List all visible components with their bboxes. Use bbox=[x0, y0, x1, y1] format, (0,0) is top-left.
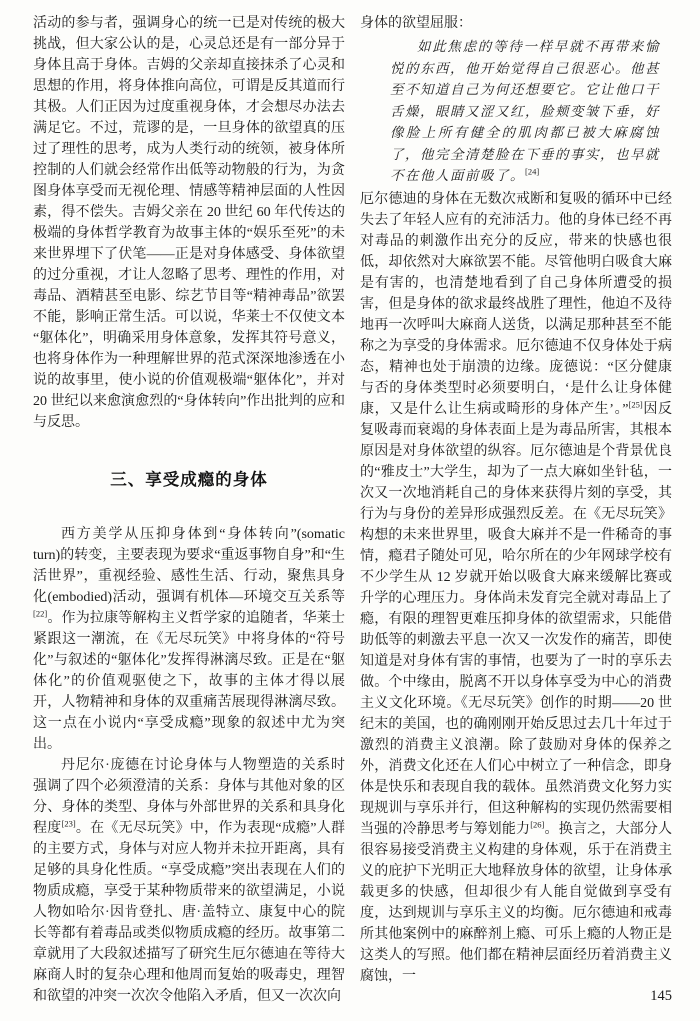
citation-ref-23: [23] bbox=[61, 818, 76, 829]
paragraph-punday bbox=[33, 755, 345, 1007]
page-number: 145 bbox=[650, 988, 672, 1004]
citation-ref-25: [25] bbox=[628, 398, 643, 409]
citation-ref-22: [22] bbox=[33, 608, 48, 619]
paragraph-text: 。在《无尽玩笑》中，作为表现“成瘾”人群的主要方式，身体与对应人物并未拉开距离，具有足够的具身化性质。“享受成瘾”突出表现在人们的物质成瘾，享受于某种物质带来的欲望满足，小说人物如哈尔·因肯登扎、唐·盖特立、康复中心的院长等都有着毒品或类似物质成瘾的经历。故事第二章就用了大段叙述描写了研究生厄尔德迪在等待大麻商人时的复杂心理和他周而复始的吸毒史，理智和欲望的冲突一次次令他陷入矛盾，但又一次次向 bbox=[33, 821, 345, 1004]
citation-ref-24: [24] bbox=[525, 166, 540, 177]
paragraph-text: 西方美学从压抑身体到“身体转向”(somatic turn)的转变，主要表现为要求“重返事物自身”和“生活世界”，重视经验、感性生活、行动，聚焦具身化(embodied)活动，强调有机体—环境交互关系等 bbox=[33, 527, 345, 605]
citation-ref-26: [26] bbox=[530, 818, 545, 829]
section-heading: 三、享受成瘾的身体 bbox=[110, 471, 268, 489]
paragraph-text: 。作为拉康等解构主义哲学家的追随者，华莱士紧跟这一潮流，在《无尽玩笑》中将身体的“符号化”与叙述的“躯体化”发挥得淋漓尽致。正是在“躯体化”的价值观驱使之下，故事的主体才得以展开，人物精神和身体的双重痛苦展现得淋漓尽致。这一点在小说内“享受成瘾”现象的叙述中尤为突出。 bbox=[33, 611, 345, 752]
two-column-layout bbox=[33, 13, 672, 1007]
left-column bbox=[33, 13, 345, 1007]
novel-block-quote bbox=[390, 36, 660, 187]
right-column bbox=[360, 13, 672, 1007]
paragraph-somatic-turn bbox=[33, 524, 345, 755]
paragraph-text: 。换言之，大部分人很容易接受消费主义构建的身体观，乐于在消费主义的庇护下光明正大地释放身体的欲望，让身体承载更多的快感，但却很少有人能自觉做到享受有度，达到规训与享乐主义的均衡。厄尔德迪和戒毒所其他案例中的麻醉剂上瘾、可乐上瘾的人物正是这类人的写照。他们都在精神层面经历着消费主义腐蚀，一 bbox=[360, 821, 672, 984]
quote-text: 如此焦虑的等待一样早就不再带来愉悦的东西，他开始觉得自己很恶心。他甚至不知道自己为何还想要它。它让他口干舌燥，眼睛又涩又红，脸颊变皱下垂，好像脸上所有健全的肌肉都已被大麻腐蚀了，他完全清楚脸在下垂的事实，也早就不在他人面前吸了。 bbox=[390, 39, 660, 183]
paragraph-text: 因反复吸毒而衰竭的身体表面上是为毒品所害，其根本原因是对身体欲望的纵容。厄尔德迪是个背景优良的“雅皮士”大学生，却为了一点大麻如坐针毡，一次又一次地消耗自己的身体来获得片刻的享受，其行为与身份的差异形成强烈反差。在《无尽玩笑》构想的未来世界里，吸食大麻并不是一件稀奇的事情，瘾君子随处可见，哈尔所在的少年网球学校有不少学生从 12 岁就开始以吸食大麻来缓解比赛或升学的心理压力。身体尚未发育完全就对毒品上了瘾，有限的理智更难压抑身体的欲望需求，只能借助低等的刺激去平息一次又一次发作的痛苦，即使知道是对身体有害的事情，也要为了一时的享乐去做。个中缘由，脱离不开以身体享受为中心的消费主义文化环境。《无尽玩笑》创作的时期——20 世纪末的美国，也的确刚刚开始反思过去几十年过于激烈的消费主义浪潮。除了鼓励对身体的保养之外，消费文化还在人们心中树立了一种信念，即身体是快乐和表现自我的载体。虽然消费文化努力实现规训与享乐并行，但这种解构的实现仍然需要相当强的冷静思考与筹划能力 bbox=[360, 401, 673, 837]
lead-line: 身体的欲望屈服： bbox=[360, 16, 472, 31]
paragraph-erdedy bbox=[360, 189, 672, 987]
paragraph-text: 丹尼尔·庞德在讨论身体与人物塑造的关系时强调了四个必须澄清的关系：身体与其他对象的区分、身体的类型、身体与外部世界的关系和具身化程度 bbox=[33, 758, 345, 836]
paragraph-text: 厄尔德迪的身体在无数次戒断和复吸的循环中已经失去了年轻人应有的充沛活力。他的身体已经不再对毒品的刺激作出充分的反应，带来的快感也很低，却依然对大麻欲罢不能。尽管他明白吸食大麻是有害的，也清楚地看到了自己身体所遭受的损害，但是身体的欲求最终战胜了理性，他迫不及待地再一次呼叫大麻商人送货，以满足那种甚至不能称之为享受的身体需求。厄尔德迪不仅身体处于病态，精神也处于崩溃的边缘。庞德说：“区分健康与否的身体类型时必须要明白，‘是什么让身体健康，又是什么让生病或畸形的身体产生’。” bbox=[360, 191, 672, 417]
paragraph-continued-from-previous-page: 活动的参与者，强调身心的统一已是对传统的极大挑战，但大家公认的是，心灵总还是有一部分异于身体且高于身体。吉姆的父亲却直接抹杀了心灵和思想的作用，将身体推向高位，可谓是反其道而行其极。人们正因为过度重视身体，才会想尽办法去满足它。不过，荒谬的是，一旦身体的欲望真的压过了理性的思考，成为人类行动的统领，被身体所控制的人们就会经常作出低等动物般的行为，为贪图身体享受而无视伦理、情感等精神层面的人性因素，得不偿失。吉姆父亲在 20 世纪 60 年代传达的极端的身体哲学教育为故事主体的“娱乐至死”的未来世界埋下了伏笔——正是对身体感受、身体欲望的过分重视，才让人忽略了思考、理性的作用，对毒品、酒精甚至电影、综艺节目等“精神毒品”欲罢不能，影响正常生活。可以说，华莱士不仅使文本“躯体化”，明确采用身体意象，发挥其符号意义，也将身体作为一种理解世界的范式深深地渗透在小说的故事里，使小说的价值观极端“躯体化”，并对 20 世纪以来愈演愈烈的“身体转向”作出批判的应和与反思。 bbox=[33, 16, 345, 430]
